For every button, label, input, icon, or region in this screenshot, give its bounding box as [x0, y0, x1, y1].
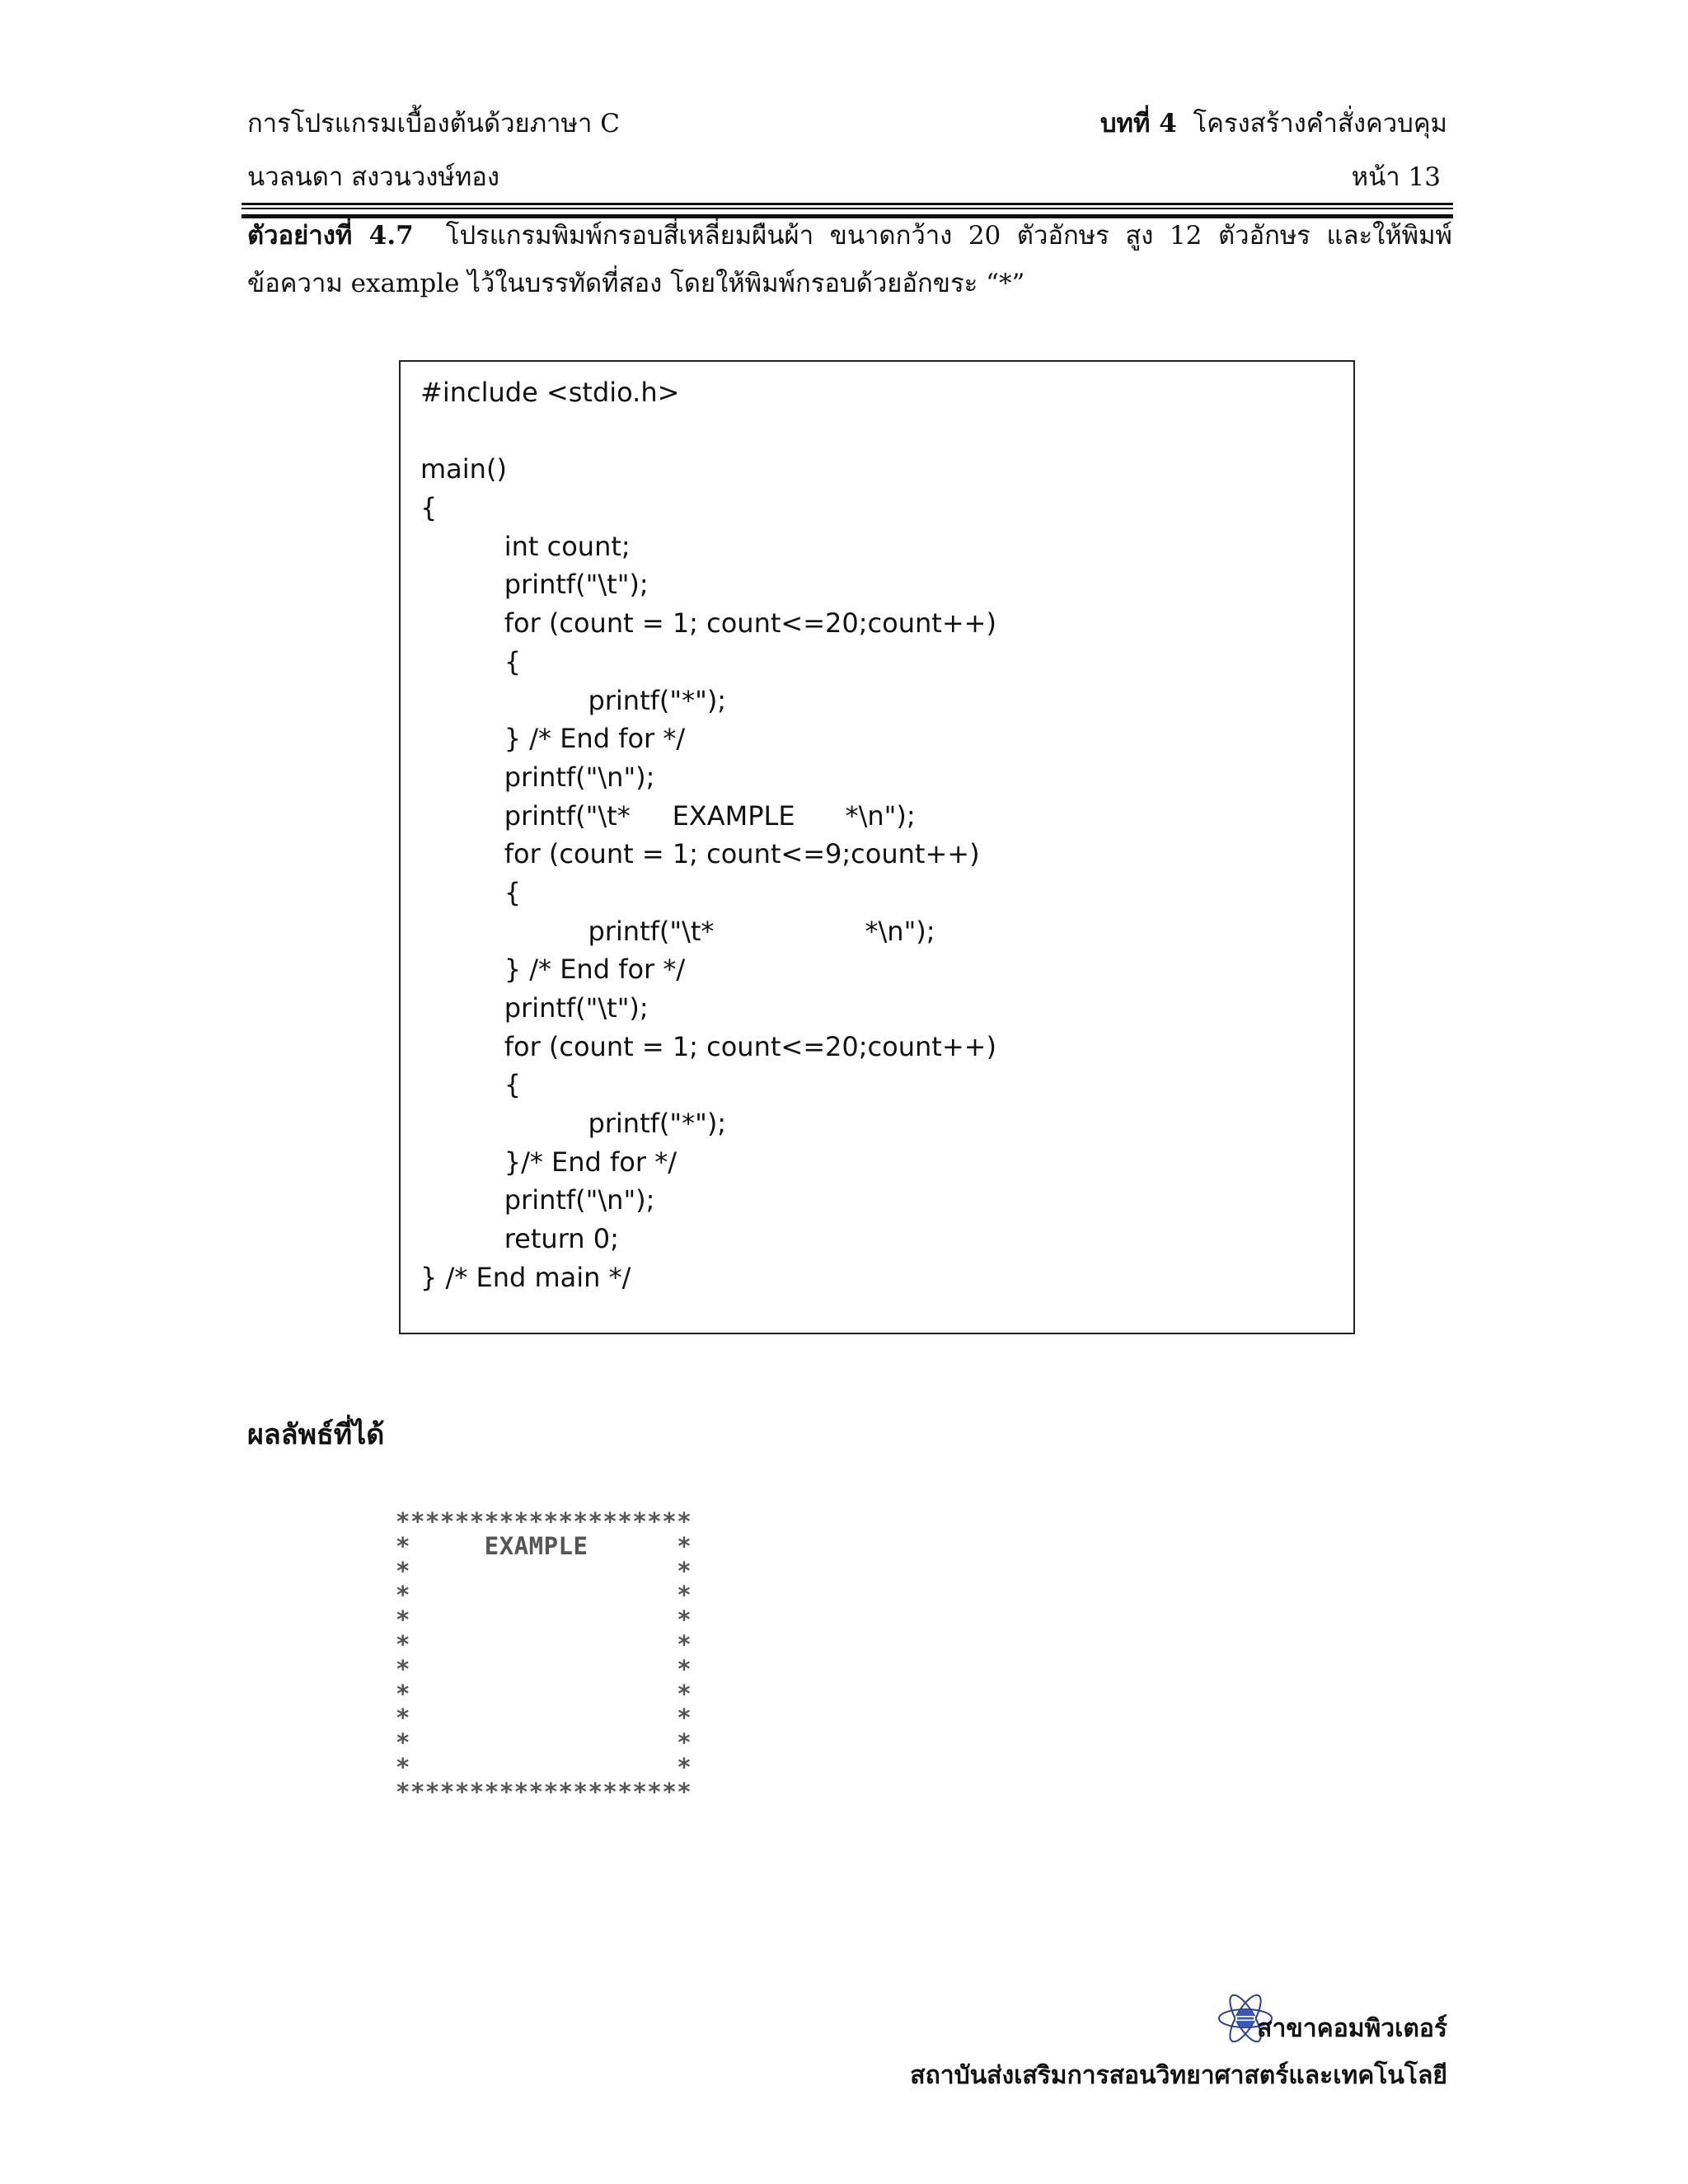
institute-name: สถาบันส่งเสริมการสอนวิทยาศาสตร์และเทคโนโลยี: [910, 2061, 1447, 2090]
code-line: return 0;: [420, 1223, 619, 1255]
code-line: printf("\t");: [420, 569, 649, 601]
output-line: ********************: [396, 1507, 692, 1535]
output-line: * *: [396, 1605, 692, 1634]
code-listing: [420, 373, 1337, 1297]
output-line: * *: [396, 1752, 692, 1781]
example-description: โปรแกรมพิมพ์กรอบสี่เหลี่ยมผืนผ้า ขนาดกว้าง 20 ตัวอักษร สูง 12 ตัวอักษร และให้พิมพ์ข้อความ example ไว้ในบรรทัดที่สอง โดยให้พิมพ์กรอบด้วยอักขระ “*”: [247, 221, 1452, 298]
chapter-label: บทที่ 4: [1100, 109, 1177, 138]
result-heading: ผลลัพธ์ที่ได้: [247, 1418, 385, 1451]
header-rule-top: [241, 203, 1453, 205]
example-label: ตัวอย่างที่ 4.7: [247, 221, 414, 251]
code-line: for (count = 1; count<=9;count++): [420, 838, 980, 870]
code-line: printf("*");: [420, 684, 727, 716]
code-line: } /* End main */: [420, 1261, 631, 1293]
header-rule-middle: [241, 208, 1453, 209]
code-line: [420, 412, 1337, 451]
code-line: #include <stdio.h>: [420, 377, 680, 408]
output-line: ********************: [396, 1777, 692, 1806]
console-output: [396, 1507, 692, 1806]
output-line: * *: [396, 1679, 692, 1708]
code-line: for (count = 1; count<=20;count++): [420, 607, 996, 640]
code-line: {: [420, 645, 522, 677]
code-line: for (count = 1; count<=20;count++): [420, 1030, 996, 1062]
code-line: printf("\t* *\n");: [420, 915, 935, 947]
page-number: หน้า 13: [1351, 162, 1441, 192]
code-line: {: [420, 492, 438, 524]
code-listing-box: [399, 360, 1355, 1334]
book-title: การโปรแกรมเบื้องต้นด้วยภาษา C: [247, 109, 620, 138]
output-line: * *: [396, 1704, 692, 1732]
code-line: printf("*");: [420, 1108, 727, 1140]
output-line: * *: [396, 1629, 692, 1658]
output-line: * *: [396, 1654, 692, 1683]
output-line: * *: [396, 1728, 692, 1757]
code-line: main(): [420, 453, 507, 485]
output-line: * *: [396, 1556, 692, 1585]
author-name: นวลนดา สงวนวงษ์ทอง: [247, 162, 500, 192]
code-line: {: [420, 1069, 522, 1101]
example-paragraph: [247, 212, 1452, 307]
code-line: } /* End for */: [420, 723, 686, 755]
code-line: }/* End for */: [420, 1146, 677, 1178]
code-line: int count;: [420, 530, 631, 562]
department-name: สาขาคอมพิวเตอร์: [1257, 2014, 1447, 2043]
chapter-title: โครงสร้างคำสั่งควบคุม: [1193, 109, 1447, 138]
output-line: * *: [396, 1581, 692, 1610]
code-line: } /* End for */: [420, 954, 686, 986]
chapter-heading: [1100, 111, 1447, 137]
code-line: {: [420, 876, 522, 908]
code-line: printf("\t");: [420, 992, 649, 1024]
code-line: printf("\n");: [420, 1184, 655, 1216]
code-line: printf("\t* EXAMPLE *\n");: [420, 799, 916, 832]
code-line: printf("\n");: [420, 761, 655, 793]
output-line: * EXAMPLE *: [396, 1531, 692, 1560]
